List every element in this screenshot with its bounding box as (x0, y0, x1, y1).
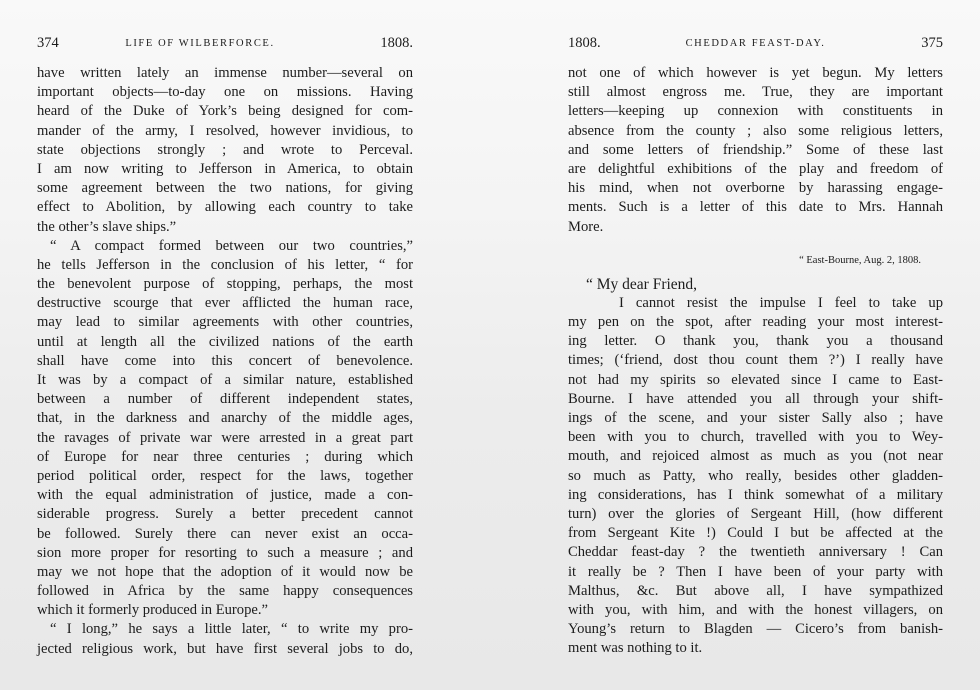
text-line: siderable progress. Surely a better precedent cannot (37, 506, 413, 523)
page-number: 374 (37, 35, 59, 51)
text-line: between a number of different independent states, (37, 391, 413, 408)
text-line: jected religious work, but have first several jobs to do, (37, 640, 413, 657)
text-line: Malthus, &c. But above all, I have sympathized (568, 582, 943, 599)
left-body-text (37, 64, 413, 659)
text-line: which it formerly produced in Europe.” (37, 602, 268, 619)
text-line: until at length all the civilized nations of the earth (37, 333, 413, 350)
text-line: the other’s slave ships.” (37, 218, 177, 235)
running-title: LIFE OF WILBERFORCE. (125, 38, 275, 49)
text-line: “ A compact formed between our two countries,” (50, 237, 413, 254)
right-running-head (568, 34, 943, 52)
text-line: that, in the darkness and anarchy of the middle ages, (37, 410, 413, 427)
text-line: are delightful exhibitions of the play and freedom of (568, 160, 943, 177)
text-line: be followed. Surely there can never exist an occa- (37, 525, 413, 542)
text-line: times; (‘friend, dost thou count them ?’) I really have (568, 352, 943, 369)
text-line: my pen on the spot, after reading your most interest- (568, 314, 943, 331)
text-line: have written lately an immense number—several on (37, 65, 413, 81)
text-line: shall have come into this concert of benevolence. (37, 352, 413, 369)
text-line: may lead to similar agreements with other countries, (37, 314, 413, 331)
text-line: It was by a compact of a similar nature, established (37, 372, 413, 388)
text-line: it really be ? Then I have been of your party with (568, 563, 943, 580)
text-line: his mind, when not overborne by harassing engage- (568, 180, 943, 197)
text-line: the ravages of private war were arrested in a great part (37, 429, 413, 446)
text-line: period political order, respect for the laws, together (37, 467, 413, 484)
text-line: he tells Jefferson in the conclusion of his letter, “ for (37, 256, 413, 273)
text-line: with the equal administration of justice, made a con- (37, 487, 413, 504)
text-line: More. (568, 218, 604, 235)
text-line: and some letters of friendship.” Some of these last (568, 141, 943, 158)
text-line: mouth, and rejoiced almost as much as you (not near (568, 448, 943, 465)
text-line: not had my spirits so elevated since I came to East- (568, 371, 943, 388)
text-line: from Sergeant Kite !) Could I but be affected at the (568, 525, 943, 542)
text-line: may we not hope that the adoption of it would now be (37, 563, 413, 580)
text-line: destructive scourge that ever afflicted the human race, (37, 295, 413, 312)
right-body-text (568, 64, 943, 658)
text-line: ings of the scene, and your sister Sally also ; have (568, 410, 943, 426)
text-line: turn) over the glories of Sergeant Hill, (how different (568, 505, 943, 522)
text-line: important objects—to-day one on missions. Having (37, 84, 413, 101)
text-line: ment was nothing to it. (568, 640, 703, 657)
text-line: ing letter. O thank you, thank you a thousand (568, 333, 943, 350)
text-line: Young’s return to Blagden — Cicero’s from banish- (568, 621, 943, 638)
text-line: followed in Africa by the same happy consequences (37, 583, 413, 600)
text-line: still almost engross me. True, they are important (568, 84, 943, 101)
text-line: I cannot resist the impulse I feel to take up (619, 294, 943, 311)
text-line: Bourne. I have attended you all through your shift- (568, 390, 943, 407)
text-line: ing considerations, has I think somewhat of a military (568, 486, 943, 503)
text-line: of Europe for near three centuries ; during which (37, 448, 413, 465)
running-year: 1808. (380, 35, 413, 51)
text-line: state objections strongly ; and wrote to Perceval. (37, 141, 413, 158)
text-line: I am now writing to Jefferson in America, to obtain (37, 160, 413, 177)
text-line: Cheddar feast-day ? the twentieth anniversary ! Can (568, 544, 943, 561)
text-line: some agreement between the two nations, for giving (37, 180, 413, 197)
left-page (37, 0, 413, 690)
running-title: CHEDDAR FEAST-DAY. (685, 38, 826, 49)
text-line: “ I long,” he says a little later, “ to write my pro- (50, 621, 413, 638)
right-page (568, 0, 943, 690)
text-line: effect to Abolition, by allowing each country to take (37, 199, 413, 216)
running-year: 1808. (568, 35, 601, 51)
text-line: ments. Such is a letter of this date to Mrs. Hannah (568, 199, 943, 216)
text-line: letters—keeping up connexion with constituents in (568, 103, 943, 120)
text-line: sion more proper for resorting to such a measure ; and (37, 544, 413, 561)
text-line: mander of the army, I resolved, however invidious, to (37, 122, 413, 139)
text-line: so much as Patty, who really, besides other gladden- (568, 467, 943, 484)
letter-salutation: “ My dear Friend, (586, 275, 698, 293)
page-number: 375 (921, 35, 943, 51)
text-line: with you, with him, and with the honest villagers, on (568, 601, 943, 618)
letter-dateline: “ East-Bourne, Aug. 2, 1808. (799, 254, 921, 266)
text-line: absence from the county ; also some religious letters, (568, 122, 943, 139)
text-line: heard of the Duke of York’s being designed for com- (37, 103, 413, 120)
left-running-head (37, 34, 413, 52)
text-line: been with you to church, travelled with you to Wey- (568, 429, 943, 446)
text-line: not one of which however is yet begun. My letters (568, 65, 943, 81)
text-line: the benevolent purpose of stopping, perhaps, the most (37, 276, 413, 293)
